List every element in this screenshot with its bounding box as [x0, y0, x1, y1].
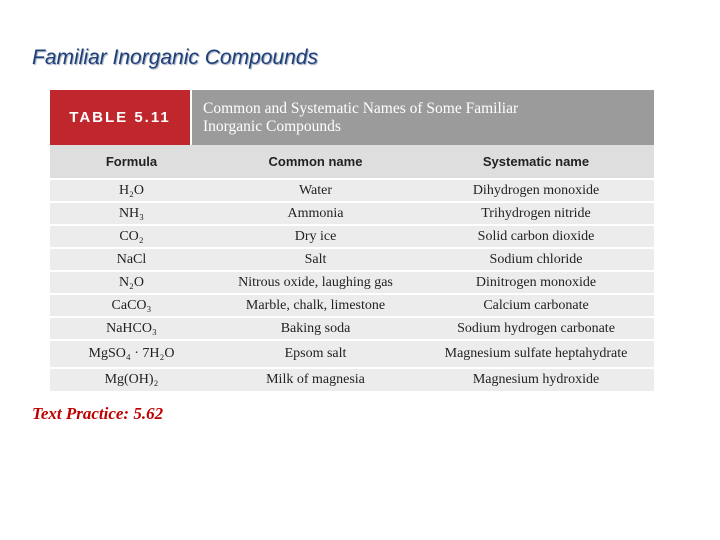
table-row	[50, 339, 654, 367]
table-row	[50, 316, 654, 339]
systematic-name-cell: Trihydrogen nitride	[481, 205, 591, 221]
table-header	[50, 90, 654, 145]
formula-cell: NaHCO₃	[106, 320, 157, 336]
table-caption-line-2: Inorganic Compounds	[203, 118, 341, 135]
formula-cell: Mg(OH)₂	[104, 372, 159, 387]
formula-cell: CaCO₃	[111, 297, 152, 313]
common-name-cell: Epsom salt	[284, 346, 347, 361]
formula-cell: H₂O	[118, 182, 145, 198]
column-header-row	[50, 145, 654, 178]
common-name-cell: Milk of magnesia	[266, 372, 365, 387]
common-name-cell: Baking soda	[280, 320, 351, 336]
compounds-table	[50, 90, 654, 387]
table-row	[50, 270, 654, 293]
common-name-cell: Salt	[304, 251, 327, 267]
formula-cell: MgSO₄ · 7H₂O	[88, 346, 175, 361]
table-row	[50, 201, 654, 224]
column-header-common-name: Common name	[268, 154, 363, 169]
column-header-systematic-name: Systematic name	[482, 154, 590, 169]
common-name-cell: Water	[298, 182, 333, 198]
column-header-formula: Formula	[105, 154, 158, 169]
formula-cell: N₂O	[118, 274, 145, 290]
systematic-name-cell: Dihydrogen monoxide	[472, 182, 600, 198]
table-caption-line-1: Common and Systematic Names of Some Familiar	[203, 100, 519, 117]
formula-cell: NaCl	[116, 251, 147, 267]
table-row	[50, 224, 654, 247]
systematic-name-cell: Magnesium sulfate heptahydrate	[444, 346, 628, 361]
table-row	[50, 178, 654, 201]
common-name-cell: Marble, chalk, limestone	[245, 297, 386, 313]
systematic-name-cell: Sodium chloride	[489, 251, 583, 267]
slide-title: Familiar Inorganic Compounds	[32, 46, 318, 69]
table-number: TABLE 5.11	[50, 90, 190, 145]
table-row	[50, 293, 654, 316]
text-practice-note: Text Practice: 5.62	[32, 404, 164, 423]
formula-cell: NH₃	[118, 205, 145, 221]
common-name-cell: Nitrous oxide, laughing gas	[238, 274, 393, 290]
systematic-name-cell: Magnesium hydroxide	[472, 372, 600, 387]
systematic-name-cell: Solid carbon dioxide	[477, 228, 595, 244]
table-row	[50, 367, 654, 391]
table-row	[50, 247, 654, 270]
common-name-cell: Ammonia	[287, 205, 344, 221]
systematic-name-cell: Calcium carbonate	[483, 297, 589, 313]
formula-cell: CO₂	[119, 228, 144, 244]
systematic-name-cell: Dinitrogen monoxide	[475, 274, 597, 290]
table-caption	[190, 90, 654, 145]
systematic-name-cell: Sodium hydrogen carbonate	[457, 320, 615, 336]
common-name-cell: Dry ice	[294, 228, 337, 244]
